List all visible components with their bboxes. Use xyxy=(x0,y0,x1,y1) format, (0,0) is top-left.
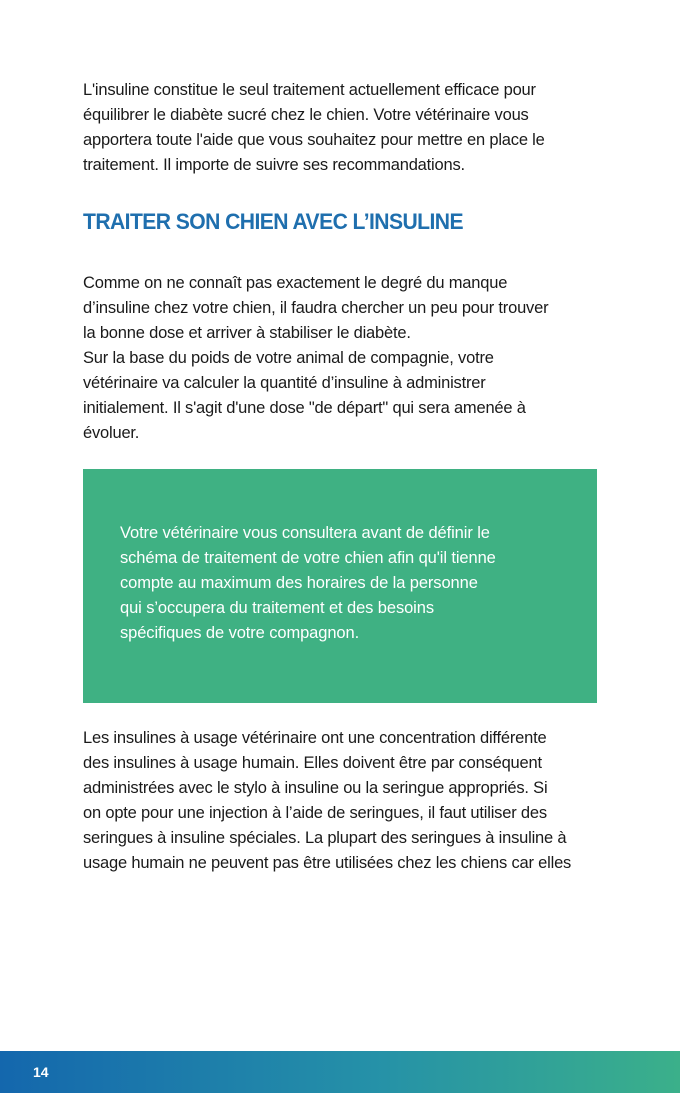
intro-paragraph xyxy=(83,78,603,178)
text-line: la bonne dose et arriver à stabiliser le diabète. xyxy=(83,324,411,342)
text-line: administrées avec le stylo à insuline ou la seringue appropriés. Si xyxy=(83,779,548,797)
text-line: L'insuline constitue le seul traitement actuellement efficace pour xyxy=(83,81,536,99)
footer-bar xyxy=(0,1051,680,1093)
text-line: spécifiques de votre compagnon. xyxy=(120,624,360,642)
section-paragraph xyxy=(83,271,603,446)
text-line: on opte pour une injection à l’aide de seringues, il faut utiliser des xyxy=(83,804,547,822)
page-number: 14 xyxy=(33,1064,49,1080)
text-line: Comme on ne connaît pas exactement le degré du manque xyxy=(83,274,508,292)
text-line: Votre vétérinaire vous consultera avant de définir le xyxy=(120,524,490,542)
closing-paragraph xyxy=(83,726,603,876)
text-line: des insulines à usage humain. Elles doivent être par conséquent xyxy=(83,754,542,772)
text-line: qui s’occupera du traitement et des besoins xyxy=(120,599,434,617)
text-line: initialement. Il s'agit d'une dose "de départ" qui sera amenée à xyxy=(83,399,526,417)
text-line: d’insuline chez votre chien, il faudra chercher un peu pour trouver xyxy=(83,299,549,317)
callout-text xyxy=(120,521,496,646)
text-line: équilibrer le diabète sucré chez le chien. Votre vétérinaire vous xyxy=(83,106,529,124)
section-heading: TRAITER SON CHIEN AVEC L’INSULINE xyxy=(83,209,463,234)
text-line: traitement. Il importe de suivre ses recommandations. xyxy=(83,156,465,174)
callout-box xyxy=(83,469,597,703)
text-line: Sur la base du poids de votre animal de compagnie, votre xyxy=(83,349,494,367)
text-line: apportera toute l'aide que vous souhaitez pour mettre en place le xyxy=(83,131,545,149)
text-line: compte au maximum des horaires de la personne xyxy=(120,574,478,592)
text-line: schéma de traitement de votre chien afin qu'il tienne xyxy=(120,549,496,567)
text-line: évoluer. xyxy=(83,424,140,442)
text-line: Les insulines à usage vétérinaire ont une concentration différente xyxy=(83,729,547,747)
text-line: vétérinaire va calculer la quantité d’insuline à administrer xyxy=(83,374,486,392)
text-line: seringues à insuline spéciales. La plupart des seringues à insuline à xyxy=(83,829,567,847)
text-line: usage humain ne peuvent pas être utilisées chez les chiens car elles xyxy=(83,854,572,872)
